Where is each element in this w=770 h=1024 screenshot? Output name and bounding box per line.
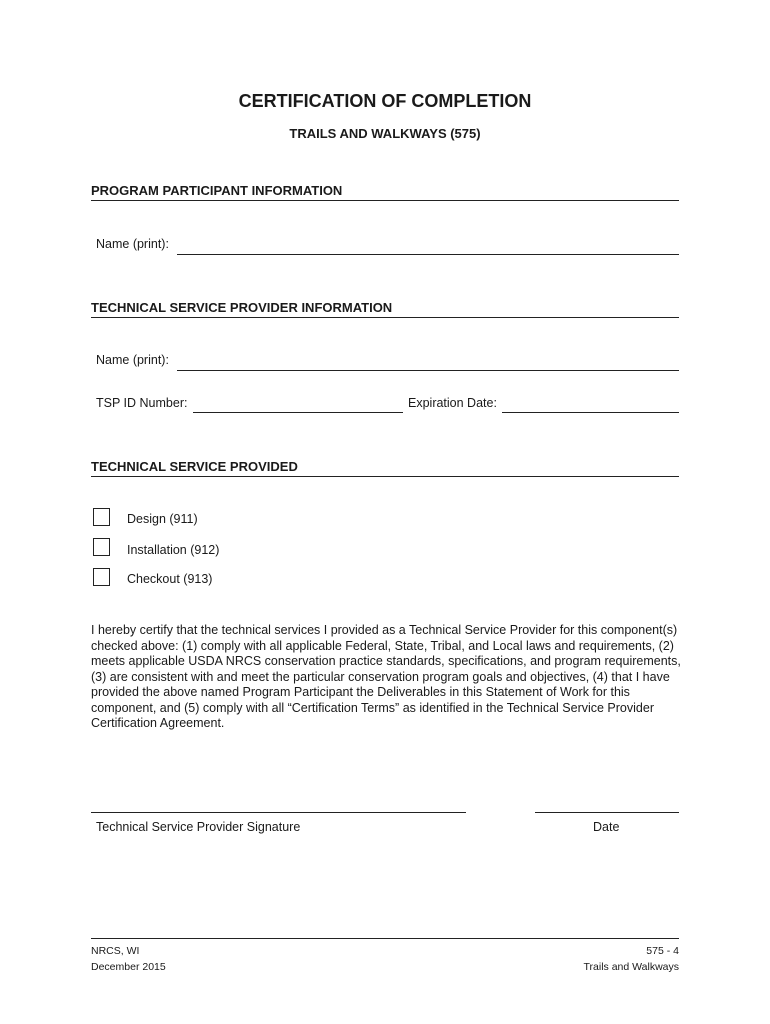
provider-name-label: Name (print): xyxy=(96,353,169,367)
certification-statement: I hereby certify that the technical services I provided as a Technical Service Provider for this component(s) checked above: (1) comply with all applicable Federal, State, Tribal, and Local laws and requirements, (2) meets applicable USDA NRCS conservation practice standards, specifications, and program requirements, (3) are consistent with and meet the particular conservation program goals and objectives, (4) that I have provided the above named Program Participant the Deliverables in this Statement of Work for this component, and (5) comply with all “Certification Terms” as identified in the Technical Service Provider Certification Agreement. xyxy=(91,623,681,730)
footer-page-number: 575 - 4 xyxy=(646,945,679,957)
expiration-date-label: Expiration Date: xyxy=(408,396,497,410)
participant-section-heading: PROGRAM PARTICIPANT INFORMATION xyxy=(91,183,679,201)
design-checkbox-label: Design (911) xyxy=(127,512,198,526)
date-label: Date xyxy=(593,820,620,834)
expiration-date-input[interactable] xyxy=(502,395,679,413)
footer-divider xyxy=(91,938,679,939)
tsp-id-input[interactable] xyxy=(193,395,403,413)
services-section-heading: TECHNICAL SERVICE PROVIDED xyxy=(91,459,679,477)
signature-label: Technical Service Provider Signature xyxy=(96,820,301,834)
provider-section-heading: TECHNICAL SERVICE PROVIDER INFORMATION xyxy=(91,300,679,318)
footer-left xyxy=(91,943,166,975)
design-checkbox[interactable] xyxy=(93,508,110,526)
participant-name-label: Name (print): xyxy=(96,237,169,251)
footer-agency: NRCS, WI xyxy=(91,945,140,957)
footer-date: December 2015 xyxy=(91,961,166,973)
document-subtitle: TRAILS AND WALKWAYS (575) xyxy=(289,126,481,141)
date-line[interactable] xyxy=(535,812,679,813)
installation-checkbox-label: Installation (912) xyxy=(127,543,220,557)
footer-right xyxy=(584,943,680,975)
installation-checkbox[interactable] xyxy=(93,538,110,556)
footer-practice-name: Trails and Walkways xyxy=(583,961,679,973)
provider-name-input[interactable] xyxy=(177,353,679,371)
participant-name-input[interactable] xyxy=(177,237,679,255)
checkout-checkbox-label: Checkout (913) xyxy=(127,572,213,586)
document-title: CERTIFICATION OF COMPLETION xyxy=(238,91,532,111)
signature-line[interactable] xyxy=(91,812,466,813)
checkout-checkbox[interactable] xyxy=(93,568,110,586)
tsp-id-label: TSP ID Number: xyxy=(96,396,188,410)
